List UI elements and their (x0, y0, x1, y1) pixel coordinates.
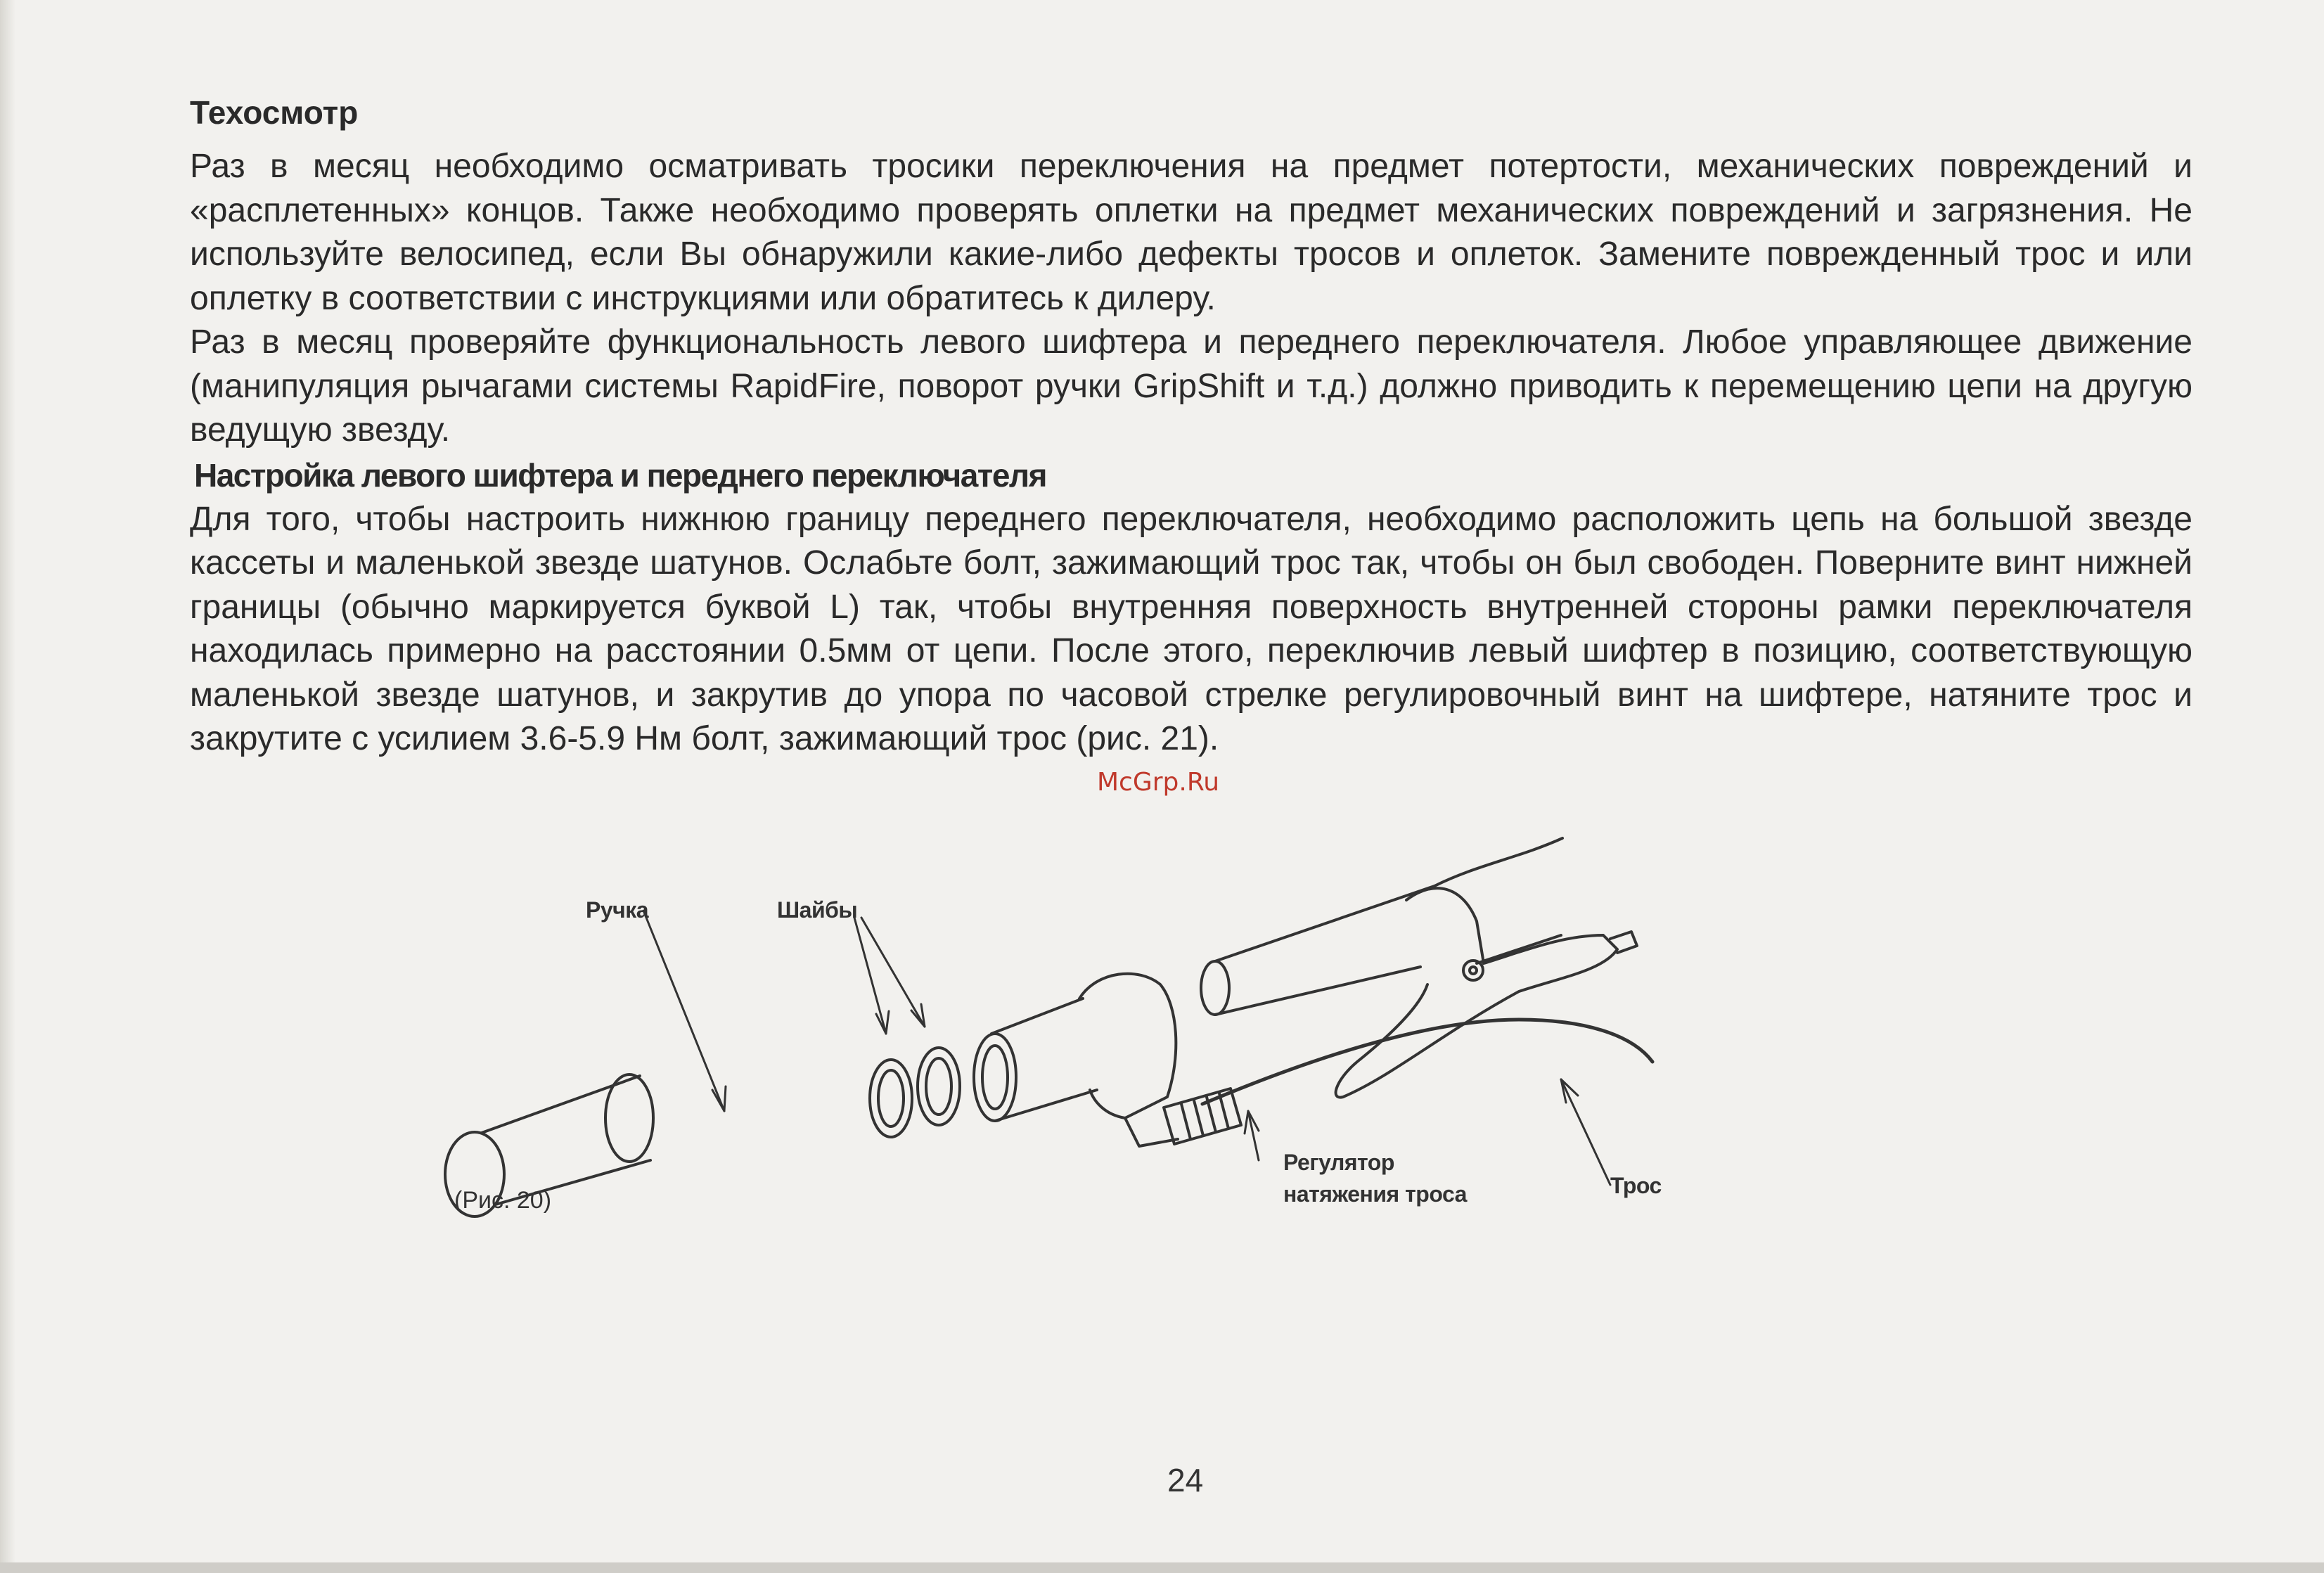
label-arrows (643, 911, 1610, 1185)
handlebar-drawing (1201, 838, 1562, 1015)
paragraph-adjustment-steps: Для того, чтобы настроить нижнюю границу переднего переключателя, необходимо расположить цепь на большой звезде кассеты и маленькой звезде шатунов. Ослабьте болт, зажимающий трос так, чтобы он был свободен. Поверните винт нижней границы (обычно маркируется буквой L) так, чтобы внутренняя поверхность внутренней стороны рамки переключателя находилась примерно на расстоянии 0.5мм от цепи. После этого, переключив левый шифтер в позицию, соответствующую маленькой звезде шатунов, и закрутив до упора по часовой стрелке регулировочный винт на шифтере, натяните трос и закрутите с усилием 3.6-5.9 Нм болт, зажимающий трос (рис. 21). (190, 500, 2193, 757)
label-grip: Ручка (586, 897, 649, 923)
paragraph-shifter-check: Раз в месяц проверяйте функциональность левого шифтера и переднего переключателя. Любое управляющее движение (манипуляция рычагами системы RapidFire, поворот ручки GripShift и т.д.) должно приводить к перемещению цепи на другую ведущую звезду. (190, 323, 2193, 449)
section-heading-adjustment: Настройка левого шифтера и переднего переключателя (194, 456, 1046, 494)
label-tension-adjuster-line1: Регулятор (1283, 1150, 1394, 1175)
page-edge (0, 0, 15, 1573)
figure-caption: (Рис. 20) (454, 1187, 552, 1214)
section-heading-inspection: Техосмотр (190, 94, 359, 131)
label-cable: Трос (1610, 1173, 1662, 1198)
paragraph-cable-inspection: Раз в месяц необходимо осматривать тросики переключения на предмет потертости, механических повреждений и «расплетенных» концов. Также необходимо проверять оплетки на предмет механических повреждений и загрязнения. Не используйте велосипед, если Вы обнаружили какие-либо дефекты тросов и оплеток. Замените поврежденный трос и или оплетку в соответствии с инструкциями или обратитесь к дилеру. (190, 148, 2193, 317)
washers-drawing (870, 1048, 960, 1137)
document-body (190, 90, 2193, 762)
page-edge-bottom (0, 1562, 2324, 1573)
page-number: 24 (1167, 1462, 1204, 1498)
figure-shifter-assembly (422, 830, 1723, 1238)
label-tension-adjuster-line2: натяжения троса (1283, 1181, 1467, 1207)
watermark: McGrp.Ru (1097, 768, 1220, 797)
brake-lever-drawing (1336, 888, 1637, 1097)
cable-drawing (1202, 1020, 1652, 1104)
shifter-illustration (422, 830, 1723, 1238)
label-washers: Шайбы (777, 897, 858, 923)
